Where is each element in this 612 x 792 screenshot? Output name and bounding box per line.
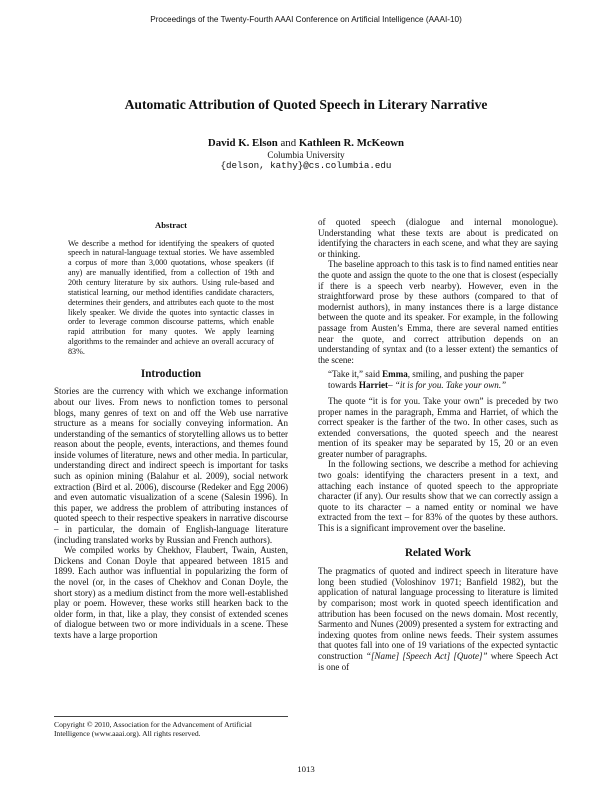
running-head: Proceedings of the Twenty-Fourth AAAI Conference on Artificial Intelligence (AAAI-10) (150, 15, 462, 24)
quote-text: “Take it,” said (328, 369, 380, 380)
quote-name-emma: Emma (382, 369, 408, 380)
quote-name-harriet: Harriet (358, 380, 389, 391)
author-line (0, 137, 612, 149)
quote-dash: – (388, 380, 395, 391)
quote-text: , smiling, and pushing the paper towards (328, 369, 524, 391)
author-name: Kathleen R. McKeown (298, 137, 405, 149)
introduction-heading: Introduction (140, 367, 202, 380)
paragraph: In the following sections, we describe a method for achieving two goals: identifying the characters present in a text, and attaching each instance of quoted speech to the appropriate character (if any). Our results show that we can correctly assign a quote to its character – a named entity or nominal we have extracted from the text – for 83% of the quotes by these authors. This is a significant improvement over the baseline. (318, 459, 558, 534)
paragraph: Stories are the currency with which we exchange information about our lives. From news to nonfiction tomes to personal blogs, many genres of text on and off the Web use narrative structure as a means for socially conveying information. An understanding of the semantics of storytelling allows us to better reason about the people, events, interactions, and themes found inside volumes of literature, news and other media. In particular, understanding direct and indirect speech is important for tasks such as opinion mining (Balahur et al. 2009), social network extraction (Bird et al. 2006), discourse (Redeker and Egg 2006) and even automatic visualization of a scene (Salesin 1996). In this paper, we address the problem of attributing instances of quoted speech to their respective speakers in narrative discourse – in particular, the domain of English-language literature (including translated works by Russian and French authors). (54, 386, 288, 545)
page-number: 1013 (297, 764, 315, 774)
paper-title: Automatic Attribution of Quoted Speech in Literary Narrative (124, 97, 488, 112)
right-column (318, 217, 558, 672)
author-conjunction: and (280, 137, 297, 149)
author-email: {delson, kathy}@cs.columbia.edu (220, 160, 392, 171)
paragraph: of quoted speech (dialogue and internal monologue). Understanding what these texts are about is predicated on identifying the characters in each scene, and what they are saying or thinking. (318, 217, 558, 259)
paragraph-italic: “[Name] [Speech Act] [Quote]” (365, 650, 488, 661)
left-column (54, 220, 288, 641)
related-work-heading: Related Work (404, 546, 472, 559)
affiliation: Columbia University (267, 150, 345, 160)
abstract-heading: Abstract (155, 220, 187, 230)
quote-speech: “it is for you. Take your own.” (394, 380, 507, 391)
paragraph: The quote “it is for you. Take your own” is preceded by two proper names in the paragraph, Emma and Harriet, of which the correct speaker is the farther of the two. In other cases, such as extended conversations, the quoted speech and the nearest mention of its speaker may be separated by 15, 20 or an even greater number of paragraphs. (318, 395, 558, 459)
paragraph-text: where Speech Act is one of (318, 650, 558, 672)
block-quote (328, 369, 548, 391)
paragraph: We compiled works by Chekhov, Flaubert, Twain, Austen, Dickens and Conan Doyle that appeared between 1815 and 1899. Each author was influential in popularizing the form of the novel (or, in the cases of Chekhov and Conan Doyle, the short story) as a medium distinct from the more well-established play or poem. However, these works still hearken back to the older form, in that, like a play, they consist of extended scenes of dialogue between two or more individuals in a scene. These texts have a large proportion (54, 545, 288, 640)
paragraph: The baseline approach to this task is to find named entities near the quote and assign the quote to the one that is closest (especially if there is a speech verb nearby). However, even in the straightforward prose by these authors (compared to that of modernist authors), in many instances there is a large distance between the quote and its speaker. For example, in the following passage from Austen’s Emma, there are several named entities near the quote, and correct attribution depends on an understanding of syntax and (to a lesser extent) the semantics of the scene: (318, 259, 558, 365)
author-name: David K. Elson (207, 137, 278, 149)
paragraph (318, 566, 558, 672)
copyright-footnote: Copyright © 2010, Association for the Advancement of Artificial Intelligence (www.aaai.org). All rights reserved. (54, 716, 288, 738)
abstract-body: We describe a method for identifying the speakers of quoted speech in natural-language textual stories. We have assembled a corpus of more than 3,000 quotations, whose speakers (if any) are manually identified, from a collection of 19th and 20th century literature by six authors. Using rule-based and statistical learning, our method identifies candidate characters, determines their genders, and attributes each quote to the most likely speaker. We divide the quotes into syntactic classes in order to leverage common discourse patterns, which enable rapid attribution for many quotes. We apply learning algorithms to the remainder and achieve an overall accuracy of 83%. (68, 238, 274, 356)
paragraph-text: The pragmatics of quoted and indirect speech in literature have long been studied (Voloshinov 1971; Banfield 1982), but the application of natural language processing to literature is limited by comparison; most work in quoted speech identification and attribution has been focused on the news domain. Most recently, Sarmento and Nunes (2009) presented a system for extracting and indexing quotes from online news feeds. Their system assumes that quotes fall into one of 19 variations of the expected syntactic construction (318, 566, 558, 661)
